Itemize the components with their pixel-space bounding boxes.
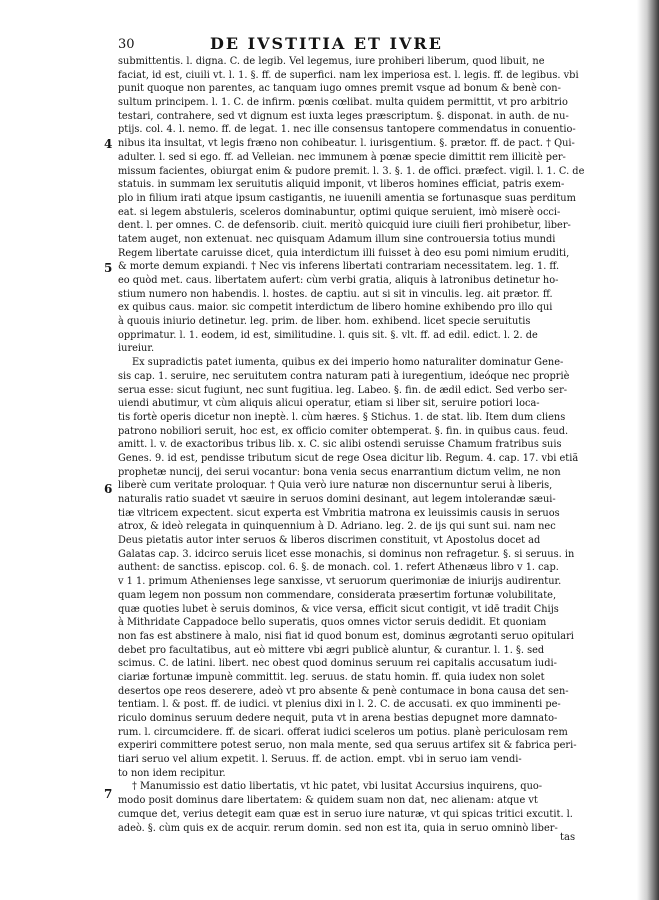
text-line: tiæ vltricem expectent. sicut experta est Vmbritia matrona ex leuissimis causis in seruos <box>118 507 560 519</box>
text-line: scimus. C. de latini. libert. nec obest quod dominus seruum rei capitalis accusatum iudi- <box>118 658 557 670</box>
catchword: tas <box>560 832 576 843</box>
text-line: tentiam. l. & post. ff. de iudici. vt plenius dixi in l. 2. C. de accusati. ex quo imminenti pe- <box>118 699 561 711</box>
margin-note-7: 7 <box>104 787 113 801</box>
text-line: tis fortè operis dicetur non ineptè. l. cùm hæres. § Stichus. 1. de stat. lib. Item dum cliens <box>118 411 566 423</box>
text-line: riculo dominus seruum dedere nequit, puta vt in arena bestias depugnet more damnato- <box>118 713 558 724</box>
text-line: v 1 1. primum Athenienses lege sanxisse, vt seruorum querimoniæ de iniurijs audirentur. <box>118 576 562 588</box>
text-line: amitt. l. v. de exactoribus tribus lib. x. C. sic alibi ostendi seruisse Chamum fratribus suis <box>118 439 562 451</box>
text-line: authent: de sanctiss. episcop. col. 6. §. de monach. col. 1. refert Athenæus libro v 1. cap. <box>118 562 559 574</box>
text-line: stium numero non habendis. l. hostes. de captiu. aut si sit in vinculis. leg. ait prætor. ff. <box>118 288 553 300</box>
text-line: sis cap. 1. seruire, nec seruitutem contra naturam pati à iuregentium, ideóque nec propriè <box>118 370 570 382</box>
text-line: & morte demum expiandi. † Nec vis inferens libertati contrariam necessitatem. leg. 1. ff. <box>118 261 560 273</box>
text-line: cumque det, verius detegit eam quæ est in seruo iure naturæ, vt qui spicas tritici excutit. l. <box>118 808 573 820</box>
text-line: tatem auget, non extenuat. nec quisquam Adamum illum sine controuersia totius mundi <box>118 233 556 245</box>
text-line: dent. l. per omnes. C. de defensorib. ciuit. meritò quicquid iure ciuili fieri prohibetur, liber- <box>118 220 571 232</box>
body-text <box>118 55 596 835</box>
text-line: adeò. §. cùm quis ex de acquir. rerum domin. sed non est ita, quia in seruo omninò liber- <box>118 822 558 834</box>
text-line: desertos ope reos deserere, adeò vt pro absente & penè contumace in bona causa det sen- <box>118 685 569 697</box>
text-line: prophetæ nuncij, dei serui vocantur: bona venia secus enarrantium dictum velim, ne non <box>118 466 561 478</box>
text-line: sultum principem. l. 1. C. de infirm. pœnis cœlibat. multa quidem permittit, vt pro arbitrio <box>118 97 568 109</box>
text-line: Galatas cap. 3. idcirco seruis licet esse monachis, si dominus non refragetur. §. si seruus. in <box>118 548 575 560</box>
page-number: 30 <box>118 37 135 52</box>
text-line: nibus ita insultat, vt legis fræno non cohibeatur. l. iurisgentium. §. prætor. ff. de pact. † Qui- <box>118 138 575 150</box>
text-line: non fas est abstinere à malo, nisi fiat id quod bonum est, dominus ægrotanti seruo opitulari <box>118 630 574 642</box>
text-line: eo quòd met. caus. libertatem aufert: cùm verbi gratia, aliquis à latronibus detinetur ho- <box>118 275 559 286</box>
text-line: tiari seruo vel alium expetit. l. Seruus. ff. de action. empt. vbi in seruo iam vendi- <box>118 754 522 766</box>
text-line: naturalis ratio suadet vt sæuire in seruos domini desinant, aut legem intolerandæ sæui- <box>118 494 556 505</box>
page-edge-shadow <box>637 0 659 900</box>
text-line: submittentis. l. digna. C. de legib. Vel legemus, iure prohiberi liberum, quod libuit, ne <box>118 56 545 67</box>
text-line: † Manumissio est datio libertatis, vt hic patet, vbi lusitat Accursius inquirens, quo- <box>132 781 543 793</box>
text-line: Ex supradictis patet iumenta, quibus ex dei imperio homo naturaliter dominatur Gene- <box>132 357 564 369</box>
text-line: adulter. l. sed si ego. ff. ad Velleian. nec immunem à pœnæ specie dimittit rem illicitè per- <box>118 151 566 163</box>
text-line: à Mithridate Cappadoce bello superatis, quos omnes victor seruis dedidit. Et quoniam <box>118 617 547 629</box>
text-line: iureiur. <box>118 343 155 355</box>
text-line: eat. si legem abstuleris, sceleros dominabuntur, optimi quique seruient, imò miserè occi- <box>118 206 561 218</box>
text-line: ciariæ fortunæ impunè committit. leg. seruus. de statu homin. ff. quia iudex non solet <box>118 671 545 683</box>
text-line: atrox, & ideò relegata in quinquennium à D. Adriano. leg. 2. de ijs qui sunt sui. nam nec <box>118 521 556 533</box>
margin-note-6: 6 <box>104 482 113 496</box>
text-line: experiri committere potest seruo, non mala mente, sed qua seruus artifex sit & fabrica peri- <box>118 740 577 752</box>
text-line: ptijs. col. 4. l. nemo. ff. de legat. 1. nec ille consensus tantopere commendatus in conuentio- <box>118 124 576 136</box>
margin-note-4: 4 <box>104 137 113 151</box>
text-line: to non idem recipitur. <box>118 767 226 779</box>
text-line: ex quibus caus. maior. sic competit interdictum de libero homine exhibendo pro illo qui <box>118 302 553 314</box>
text-line: patrono nobiliori seruit, hoc est, ex officio comiter obtemperat. §. fin. in quibus caus. feud. <box>118 425 569 437</box>
text-line: modo posit dominus dare libertatem: & quidem suam non dat, nec alienam: atque vt <box>118 795 538 807</box>
running-head: DE IVSTITIA ET IVRE <box>210 34 443 53</box>
text-line: statuis. in summam lex seruitutis aliquid imponit, vt liberos homines efficiat, patris exem- <box>118 179 565 191</box>
text-line: serua esse: sicut fugiunt, nec sunt fugitiua. leg. Labeo. §. fin. de ædil edict. Sed verbo ser- <box>118 384 568 396</box>
text-line: opprimatur. l. 1. eodem, id est, similitudine. l. quis sit. §. vlt. ff. ad edil. edict. l. 2. de <box>118 329 538 341</box>
text-line: à quouis iniurio detinetur. leg. prim. de liber. hom. exhibend. licet specie seruitutis <box>118 316 531 328</box>
text-line: rum. l. circumcidere. ff. de sicari. offerat iudici sceleros um potius. planè periculosam rem <box>118 726 568 738</box>
text-line: punit quoque non parentes, ac tanquam iugo omnes premit vsque ad bonum & benè con- <box>118 83 561 95</box>
text-line: quam legem non possum non commendare, considerata præsertim fortunæ volubilitate, <box>118 589 557 601</box>
text-line: Genes. 9. id est, pendisse tributum sicut de rege Osea dicitur lib. Regum. 4. cap. 17. vbi etiã <box>118 452 579 464</box>
text-line: uiendi abutimur, vt cùm aliquis alicui operatur, etiam si liber sit, seruire potiori loca- <box>118 398 540 410</box>
text-line: Deus pietatis autor inter seruos & liberos discrimen constituit, vt Apostolus docet ad <box>118 535 541 547</box>
text-line: Regem libertate caruisse dicet, quia interdictum illi fuisset à deo esu pomi nimium eruditi, <box>118 247 570 259</box>
text-line: plo in filium irati atque ipsum castigantis, ne iuuenili amentia se fortunasque suas perditum <box>118 192 576 204</box>
margin-note-5: 5 <box>104 261 113 275</box>
text-line: quæ quoties lubet è seruis dominos, & vice versa, efficit sicut contigit, vt idē tradit Chijs <box>118 603 559 615</box>
text-line: missum facientes, obiurgat enim & pudore premit. l. 3. §. 1. de offici. præfect. vigil. l. 1. C. de <box>118 165 585 177</box>
text-line: debet pro facultatibus, aut eò mittere vbi ægri publicè aluntur, & curantur. l. 1. §. sed <box>118 644 545 656</box>
text-line: testari, contrahere, sed vt dignum est iuxta leges præscriptum. §. disponat. in auth. de nu- <box>118 110 569 122</box>
text-line: faciat, id est, ciuili vt. l. 1. §. ff. de superfici. nam lex imperiosa est. l. legis. ff. de legibus. vbi <box>118 69 579 81</box>
text-line: liberè cum veritate proloquar. † Quia verò iure naturæ non discernuntur serui à liberis, <box>118 480 553 492</box>
